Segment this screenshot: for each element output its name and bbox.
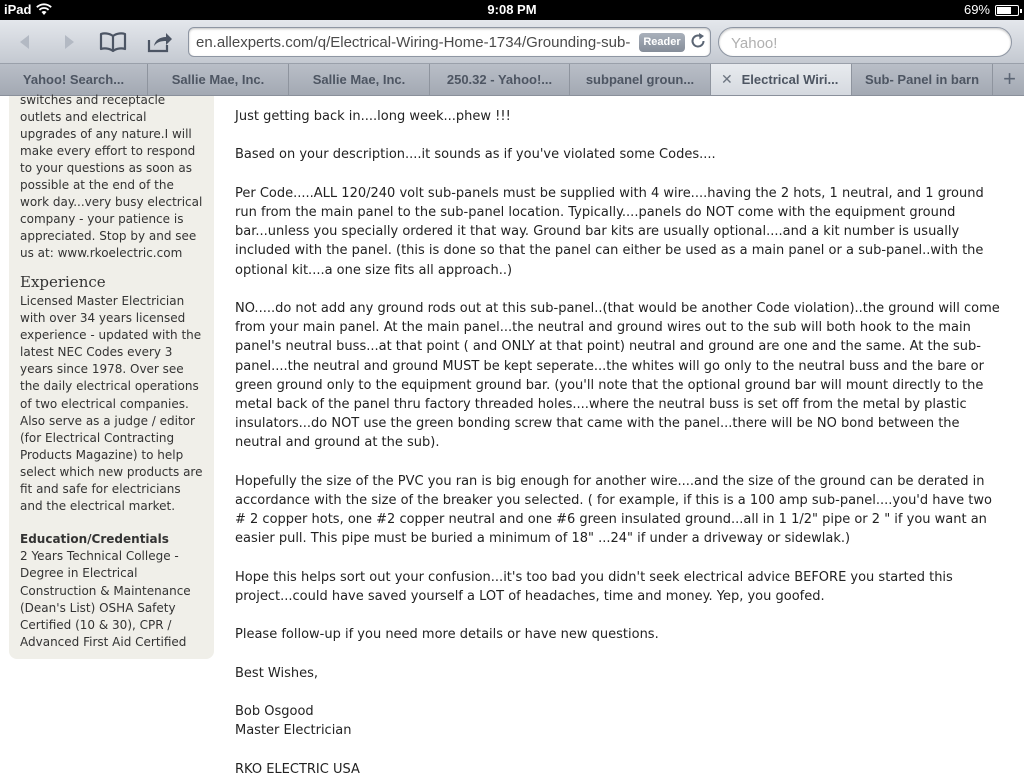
reader-button[interactable]: Reader [639,33,685,52]
signature-company: RKO ELECTRIC USA [235,761,360,777]
experience-heading: Experience [20,273,106,291]
tab-close-icon[interactable]: ✕ [721,71,733,87]
search-input[interactable] [731,33,1001,53]
back-icon[interactable] [10,28,40,56]
signature-name: Bob Osgood [235,704,314,720]
answer-closing: Best Wishes, [235,665,319,681]
reload-icon[interactable] [688,32,708,52]
share-icon[interactable] [145,28,175,56]
tab-label: Sub- Panel in barn [864,72,980,87]
tab-electrical-wiring[interactable] [711,64,852,95]
battery-fill [997,7,1011,14]
tab-250-32-yahoo[interactable] [430,64,570,95]
answer-paragraph: Based on your description....it sounds as if you've violated some Codes.... [235,147,716,163]
battery-icon [995,5,1019,16]
url-text[interactable]: en.allexperts.com/q/Electrical-Wiring-Home-1734/Grounding-sub- [196,34,631,51]
new-tab-icon[interactable]: + [1003,66,1016,91]
status-time: 9:08 PM [487,2,537,17]
tab-sallie-mae-2[interactable] [289,64,430,95]
answer-paragraph: Per Code.....ALL 120/240 volt sub-panels must be supplied with 4 wire....having the 2 hots, 1 neutral, and 1 ground run from the main panel to the sub-panel location. Typically....panels do NOT come with the equipment ground bar...unless you specially ordered it that way. Ground bar kits are usually optional....and a kit number is usually included with the panel. (this is done so that the panel can either be used as a main panel or a sub-panel..with the optional kit....a one size fits all approach..) [235,185,984,278]
expert-bio: switches and receptacle outlets and electrical upgrades of any nature.I will make every effort to respond to your questions as soon as possible at the end of the work day...very busy electrical company - your patience is appreciated. Stop by and see us at: www.rkoelectric.com [20,93,203,260]
education-text: 2 Years Technical College - Degree in Electrical Construction & Maintenance (Dean's List) OSHA Safety Certified (10 & 30), CPR / Advanced First Aid Certified [20,549,191,650]
answer-paragraph: NO.....do not add any ground rods out at this sub-panel..(that would be another Code violation)..the ground will come from your main panel. At the main panel...the neutral and ground wires out to the sub will both hook to the main panel's neutral buss...at that point ( and ONLY at that point) neutral and ground are one and the same. At the sub-panel....the neutral and ground MUST be kept seperate...the whites will go only to the neutral buss and the bare or green ground only to the equipment ground bar. (you'll note that the optional ground bar will mount directly to the metal back of the panel thru factory threaded holes....where the neutral buss is set off from the metal by plastic insulators...do NOT use the green bonding screw that came with the panel...there will be NO bond between the neutral and ground at the sub). [235,300,1000,451]
expert-profile-sidebar [9,93,214,659]
tab-label: subpanel groun... [585,72,695,87]
tab-label: Electrical Wiri... [741,72,839,87]
tab-sub-panel-barn[interactable] [852,64,993,95]
tab-label: Yahoo! Search... [22,72,125,87]
tab-label: Sallie Mae, Inc. [312,72,406,87]
tab-yahoo-search[interactable] [0,64,148,95]
answer-body [235,107,1000,779]
answer-paragraph: Hope this helps sort out your confusion...it's too bad you didn't seek electrical advice BEFORE you started this project...could have saved yourself a LOT of headaches, time and money. Yep, you goofed. [235,569,953,604]
search-field[interactable] [718,27,1012,57]
tab-subpanel-ground[interactable] [570,64,711,95]
tab-label: Sallie Mae, Inc. [171,72,265,87]
bookmarks-icon[interactable] [98,28,128,56]
experience-text: Licensed Master Electrician with over 34 years licensed experience - updated with the latest NEC Codes every 3 years since 1978. Over see the daily electrical operations of two electrical companies. Also serve as a judge / editor (for Electrical Contracting Products Magazine) to help select which new products are fit and safe for electricians and the electrical market. [20,294,203,514]
device-name: iPad [4,2,32,17]
browser-toolbar [0,20,1024,64]
forward-icon[interactable] [54,28,84,56]
answer-paragraph: Hopefully the size of the PVC you ran is big enough for another wire....and the size of the ground can be derated in accordance with the size of the breaker you selected. ( for example, if this is a 100 amp sub-panel....you'd have two # 2 copper hots, one #2 copper neutral and one #6 green insulated ground...all in 1 1/2" pipe or 2 " if you want an easier pull. This pipe must be buried a minimum of 18" ...24" if under a driveway or sidewlak.) [235,473,992,547]
signature-title: Master Electrician [235,723,352,739]
battery-percentage: 69% [963,2,990,17]
tab-label: 250.32 - Yahoo!... [446,72,553,87]
answer-paragraph: Just getting back in....long week...phew !!! [235,109,511,124]
tab-sallie-mae-1[interactable] [148,64,289,95]
status-bar [0,0,1024,20]
education-heading: Education/Credentials [20,532,169,547]
address-bar[interactable] [188,27,711,57]
answer-paragraph: Please follow-up if you need more details or have new questions. [235,627,659,643]
